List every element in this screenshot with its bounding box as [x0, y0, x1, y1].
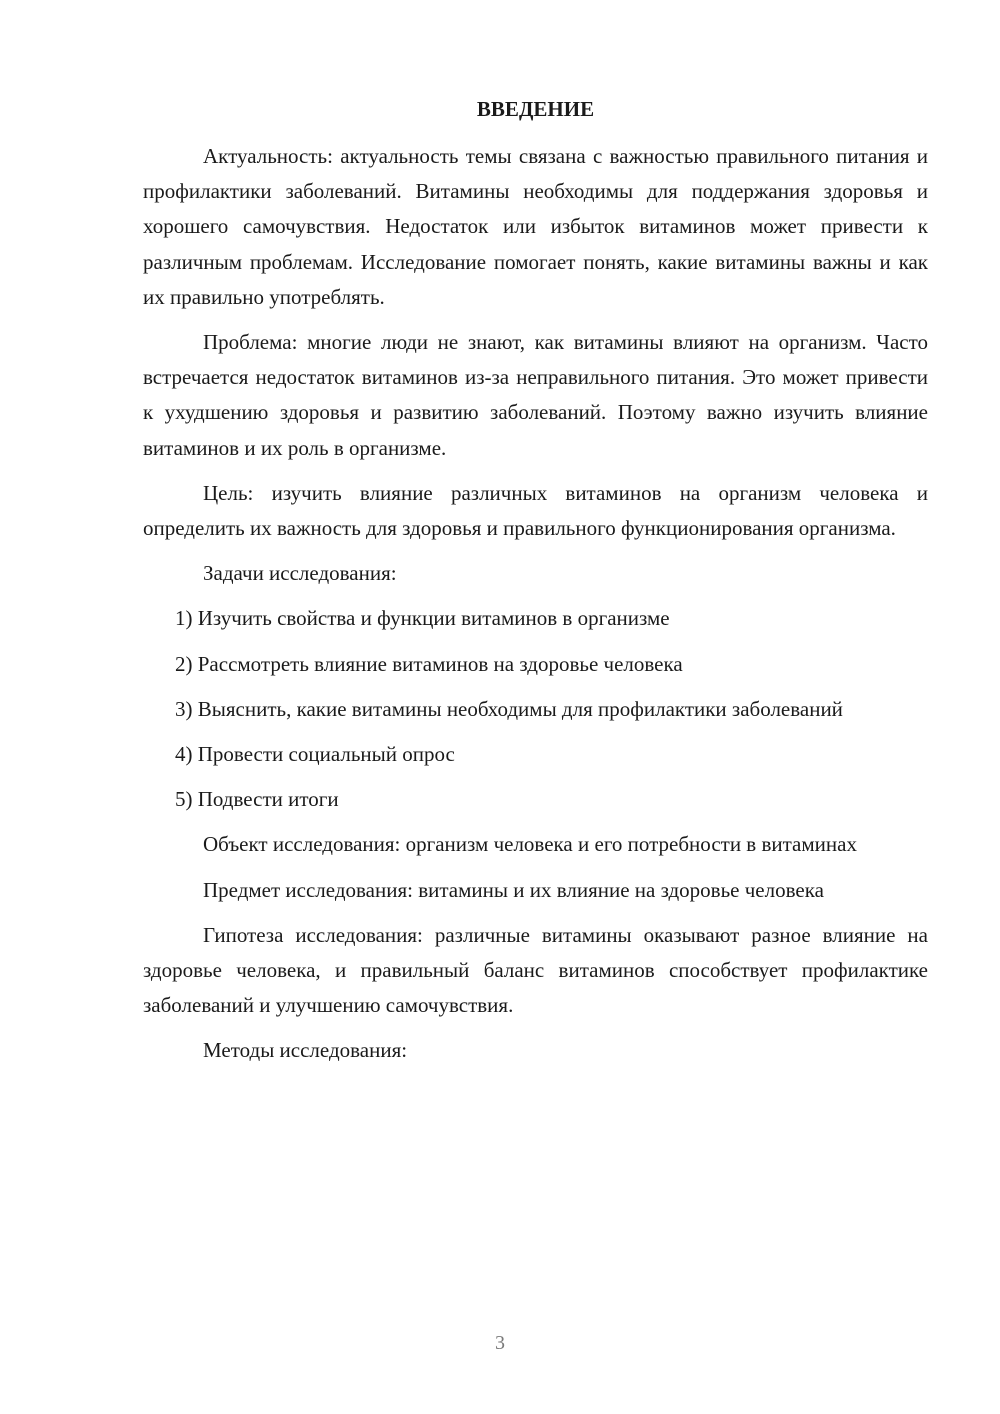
subject-paragraph: Предмет исследования: витамины и их влияние на здоровье человека: [203, 877, 824, 902]
problem-paragraph: Проблема: многие люди не знают, как витамины влияют на организм. Часто встречается недостаток витаминов из-за неправильного питания. Это может привести к ухудшению здоровья и развитию заболеваний. Поэтому важно изучить влияние витаминов и их роль в организме.: [143, 330, 928, 460]
goal-paragraph: Цель: изучить влияние различных витаминов на организм человека и определить их важность для здоровья и правильного функционирования организма.: [143, 480, 928, 541]
task-item-5: 5) Подвести итоги: [175, 787, 339, 812]
task-item-1: 1) Изучить свойства и функции витаминов в организме: [175, 606, 670, 631]
task-item-3: 3) Выяснить, какие витамины необходимы для профилактики заболеваний: [175, 696, 843, 721]
hypothesis-paragraph: Гипотеза исследования: различные витамины оказывают разное влияние на здоровье человека, и правильный баланс витаминов способствует профилактике заболеваний и улучшению самочувствия.: [143, 922, 928, 1018]
task-item-4: 4) Провести социальный опрос: [175, 742, 455, 767]
page-number: 3: [495, 1332, 505, 1354]
methods-heading: Методы исследования:: [203, 1038, 408, 1063]
tasks-heading: Задачи исследования:: [203, 561, 397, 586]
document-page: [143, 92, 928, 1079]
relevance-paragraph: Актуальность: актуальность темы связана с важностью правильного питания и профилактики заболеваний. Витамины необходимы для поддержания здоровья и хорошего самочувствия. Недостаток или избыток витаминов может привести к различным проблемам. Исследование помогает понять, какие витамины важны и как их правильно употреблять.: [143, 144, 928, 309]
task-item-2: 2) Рассмотреть влияние витаминов на здоровье человека: [175, 651, 683, 676]
object-paragraph: Объект исследования: организм человека и его потребности в витаминах: [203, 832, 857, 857]
section-title: ВВЕДЕНИЕ: [476, 97, 595, 121]
